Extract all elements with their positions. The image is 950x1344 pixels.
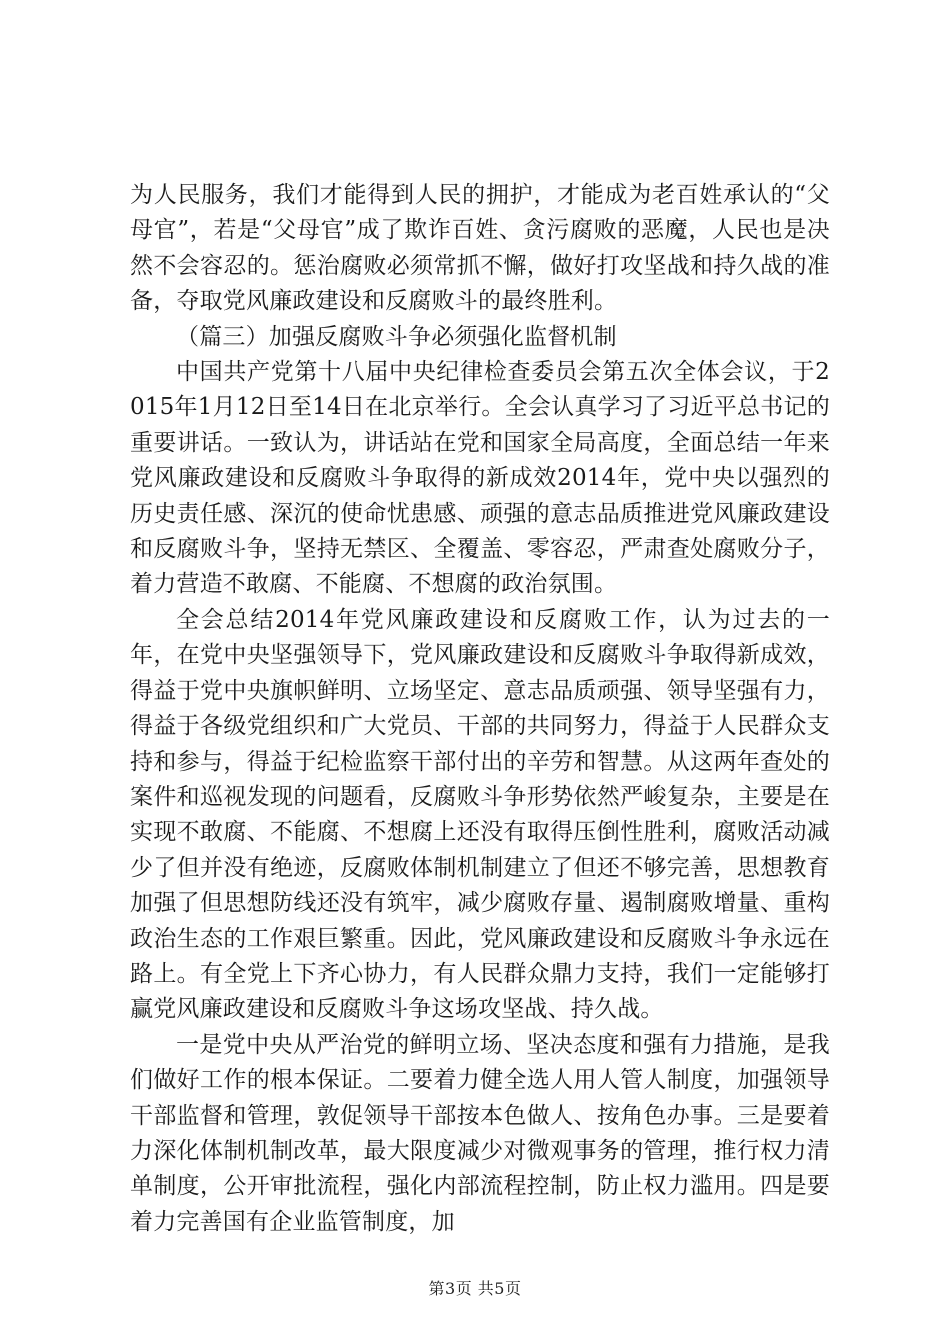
document-body (130, 178, 830, 1240)
page-number-footer: 第3页 共5页 (428, 1279, 522, 1298)
section-heading: （篇三）加强反腐败斗争必须强化监督机制 (176, 323, 617, 350)
paragraph-continuation: 为人民服务，我们才能得到人民的拥护，才能成为老百姓承认的“父母官”，若是“父母官”成了欺诈百姓、贪污腐败的恶魔，人民也是决然不会容忍的。惩治腐败必须常抓不懈，做好打攻坚战和持久战的准备，夺取党风廉政建设和反腐败斗的最终胜利。 (130, 182, 830, 315)
paragraph: 中国共产党第十八届中央纪律检查委员会第五次全体会议，于2015年1月12日至14日在北京举行。全会认真学习了习近平总书记的重要讲话。一致认为，讲话站在党和国家全局高度，全面总结一年来党风廉政建设和反腐败斗争取得的新成效2014年，党中央以强烈的历史责任感、深沉的使命忧患感、顽强的意志品质推进党风廉政建设和反腐败斗争，坚持无禁区、全覆盖、零容忍，严肃查处腐败分子，着力营造不敢腐、不能腐、不想腐的政治氛围。 (130, 359, 830, 598)
paragraph: 一是党中央从严治党的鲜明立场、坚决态度和强有力措施，是我们做好工作的根本保证。二要着力健全选人用人管人制度，加强领导干部监督和管理，敦促领导干部按本色做人、按角色办事。三是要着力深化体制机制改革，最大限度减少对微观事务的管理，推行权力清单制度，公开审批流程，强化内部流程控制，防止权力滥用。四是要着力完善国有企业监管制度，加 (130, 1031, 830, 1235)
paragraph: 全会总结2014年党风廉政建设和反腐败工作，认为过去的一年，在党中央坚强领导下，党风廉政建设和反腐败斗争取得新成效，得益于党中央旗帜鲜明、立场坚定、意志品质顽强、领导坚强有力，得益于各级党组织和广大党员、干部的共同努力，得益于人民群众支持和参与，得益于纪检监察干部付出的辛劳和智慧。从这两年查处的案件和巡视发现的问题看，反腐败斗争形势依然严峻复杂，主要是在实现不敢腐、不能腐、不想腐上还没有取得压倒性胜利，腐败活动减少了但并没有绝迹，反腐败体制机制建立了但还不够完善，思想教育加强了但思想防线还没有筑牢，减少腐败存量、遏制腐败增量、重构政治生态的工作艰巨繁重。因此，党风廉政建设和反腐败斗争永远在路上。有全党上下齐心协力，有人民群众鼎力支持，我们一定能够打赢党风廉政建设和反腐败斗争这场攻坚战、持久战。 (130, 606, 830, 1023)
